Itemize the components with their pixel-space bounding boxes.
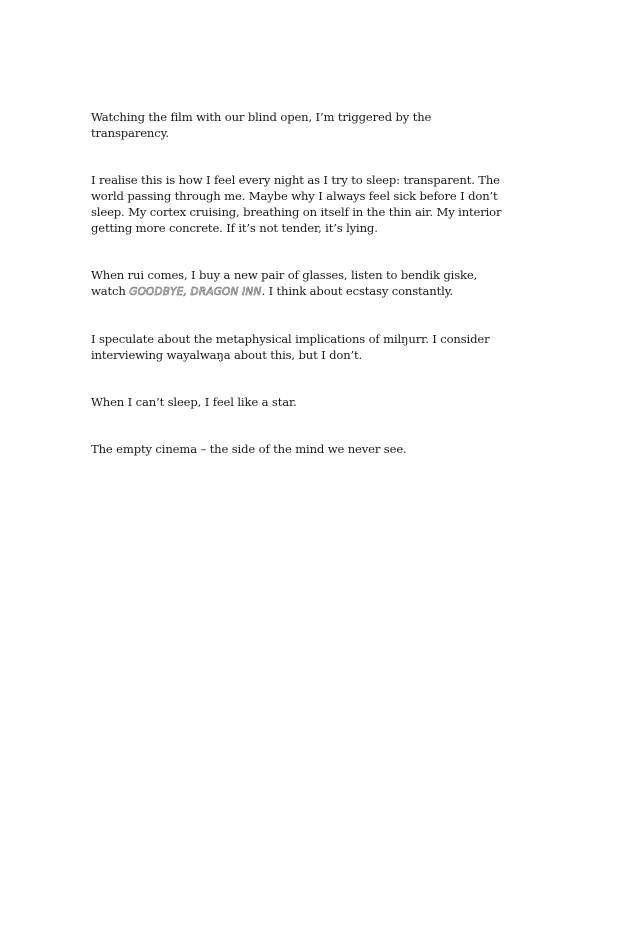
- paragraph-5: When I can’t sleep, I feel like a star.: [91, 395, 297, 409]
- paragraph-4: I speculate about the metaphysical implications of milŋurr. I consider interviewing wayalwaŋa about this, but I don’t.: [91, 332, 490, 362]
- paragraph-6: The empty cinema – the side of the mind we never see.: [91, 442, 407, 456]
- paragraph-1: Watching the film with our blind open, I’m triggered by the transparency.: [91, 110, 432, 140]
- film-title: GOODBYE, DRAGON INN: [129, 286, 262, 298]
- body-text: [91, 109, 511, 488]
- paragraph-3-lead: When rui comes, I buy a new pair of glasses, listen to bendik giske, watch: [91, 268, 478, 298]
- paragraph-3-tail: . I think about ecstasy constantly.: [261, 284, 454, 298]
- paragraph-3: [91, 267, 511, 300]
- paragraph-2: I realise this is how I feel every night as I try to sleep: transparent. The world passing through me. Maybe why I always feel sick before I don’t sleep. My cortex cruising, breathing on itself in the thin air. My interior getting more concrete. If it’s not tender, it’s lying.: [91, 173, 502, 235]
